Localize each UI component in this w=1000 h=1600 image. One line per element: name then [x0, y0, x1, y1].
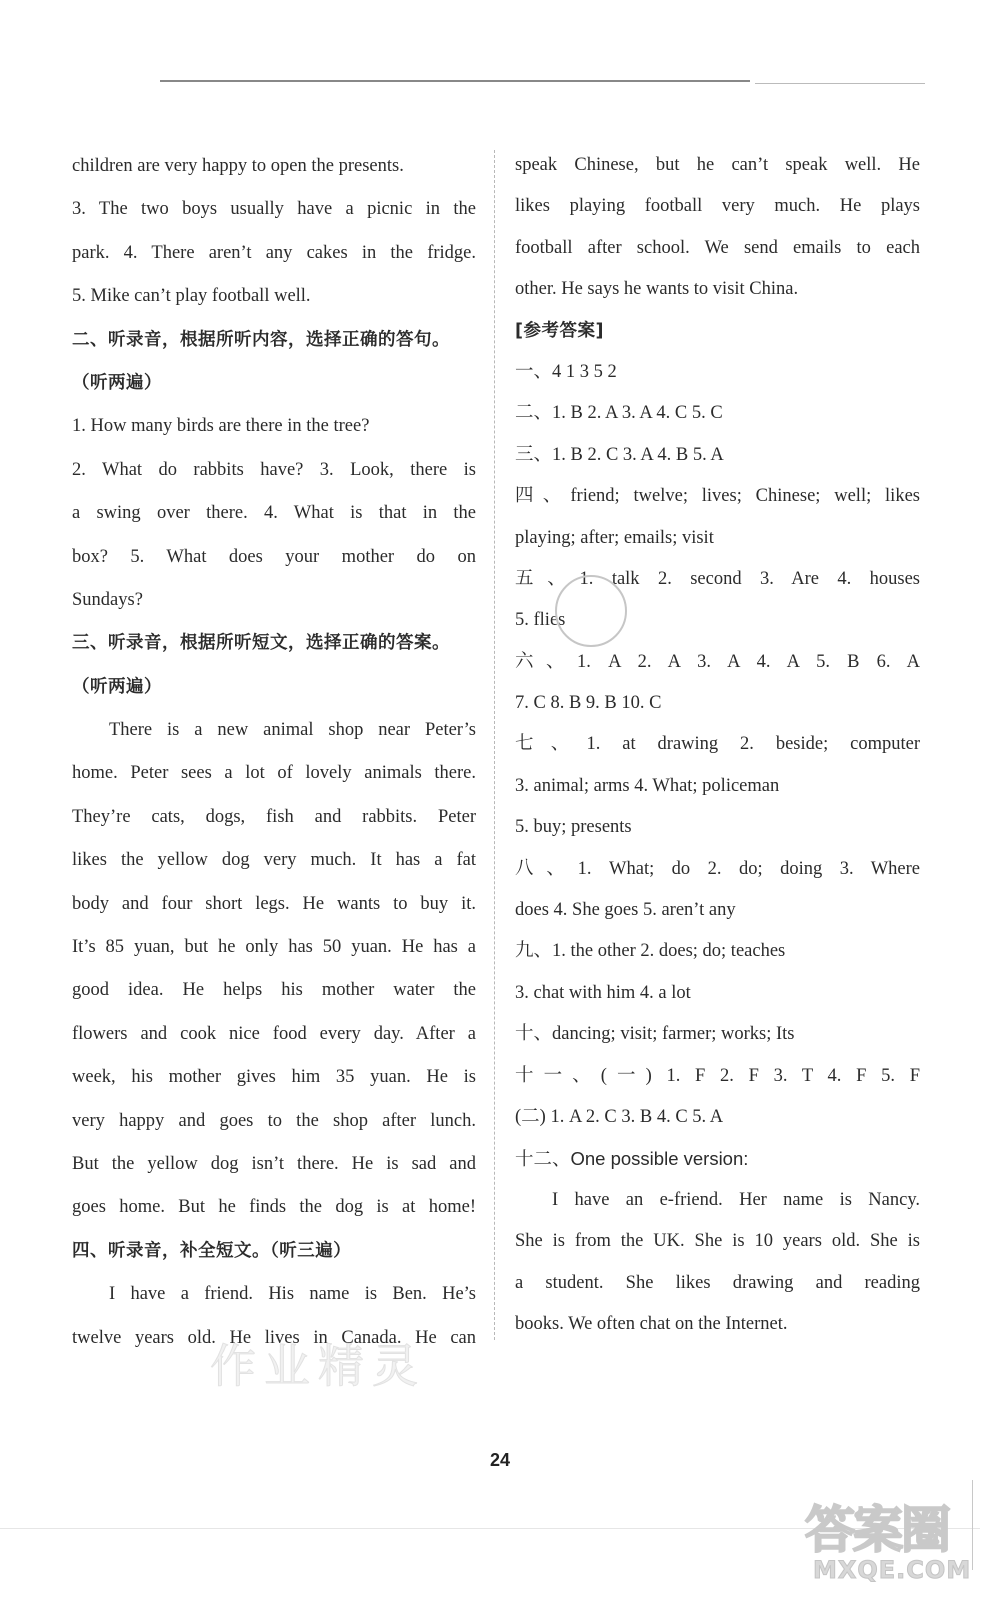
text-line: box? 5. What does your mother do on [72, 546, 476, 567]
text-line: 7. C 8. B 9. B 10. C [515, 693, 662, 714]
text-line: 四、friend; twelve; lives; Chinese; well; likes [515, 486, 920, 507]
text-line: 5. Mike can’t play football well. [72, 286, 311, 307]
text-line: park. 4. There aren’t any cakes in the fridge. [72, 242, 476, 263]
text-line: 5. buy; presents [515, 817, 632, 838]
text-line: 3. The two boys usually have a picnic in the [72, 199, 476, 220]
text-line: flowers and cook nice food every day. After a [72, 1023, 476, 1044]
text-line: does 4. She goes 5. aren’t any [515, 900, 736, 921]
text-line: (二) 1. A 2. C 3. B 4. C 5. A [515, 1106, 724, 1127]
text-line: twelve years old. He lives in Canada. He can [72, 1327, 476, 1348]
text-line: children are very happy to open the presents. [72, 156, 404, 176]
text-line: She is from the UK. She is 10 years old. She is [515, 1231, 920, 1252]
section-heading: （听两遍） [72, 372, 162, 393]
header-rule-secondary [755, 83, 925, 84]
column-divider [494, 150, 495, 1340]
text-line: 二、1. B 2. A 3. A 4. C 5. C [515, 403, 723, 424]
text-line: They’re cats, dogs, fish and rabbits. Peter [72, 806, 476, 827]
text-line: 五、1. talk 2. second 3. Are 4. houses [515, 568, 920, 589]
logo-text: MXQE.COM [813, 1556, 972, 1584]
text-line: likes the yellow dog very much. It has a fat [72, 850, 476, 871]
text-line: other. He says he wants to visit China. [515, 279, 799, 300]
text-line: 六、1. A 2. A 3. A 4. A 5. B 6. A [515, 651, 920, 672]
text-line: 七、1. at drawing 2. beside; computer [515, 734, 920, 755]
text-line: But the yellow dog isn’t there. He is sad and [72, 1153, 476, 1174]
text-line: Sundays? [72, 589, 143, 610]
logo-glyphs: 答案圈 [805, 1501, 949, 1559]
section-heading: 三、听录音，根据所听短文，选择正确的答案。 [72, 633, 450, 654]
stamp-seal-icon [555, 575, 627, 647]
site-logo [795, 1490, 985, 1590]
text-line: 九、1. the other 2. does; do; teaches [515, 941, 786, 962]
text-line: body and four short legs. He wants to buy it. [72, 893, 476, 914]
text-line: 5. flies [515, 610, 566, 631]
section-heading: 四、听录音，补全短文。（听三遍） [72, 1240, 352, 1261]
page-number: 24 [489, 1450, 511, 1470]
text-line: playing; after; emails; visit [515, 527, 714, 548]
text-line: likes playing football very much. He plays [515, 196, 920, 217]
text-line: 十一、(一) 1. F 2. F 3. T 4. F 5. F [515, 1065, 920, 1086]
text-line: 3. chat with him 4. a lot [515, 982, 691, 1003]
watermark: 作业精灵 [210, 1339, 426, 1393]
text-line: 1. How many birds are there in the tree? [72, 416, 370, 437]
section-heading: （听两遍） [72, 676, 162, 697]
right-column [515, 145, 920, 1345]
text-line: 一、4 1 3 5 2 [515, 361, 617, 382]
text-line: 八、1. What; do 2. do; doing 3. Where [515, 858, 920, 879]
text-line: 十、dancing; visit; farmer; works; Its [515, 1024, 795, 1045]
text-line: football after school. We send emails to each [515, 237, 920, 258]
left-column [72, 145, 476, 1360]
section-heading: [参考答案] [515, 320, 604, 341]
text-line: I have a friend. His name is Ben. He’s [109, 1284, 476, 1305]
text-line: 2. What do rabbits have? 3. Look, there is [72, 459, 476, 480]
text-line: 3. animal; arms 4. What; policeman [515, 775, 780, 796]
text-line: home. Peter sees a lot of lovely animals there. [72, 763, 476, 784]
text-line: I have an e-friend. Her name is Nancy. [552, 1189, 920, 1210]
text-line: very happy and goes to the shop after lunch. [72, 1110, 476, 1131]
text-line: 三、1. B 2. C 3. A 4. B 5. A [515, 444, 724, 465]
text-line: a student. She likes drawing and reading [515, 1272, 920, 1293]
text-line: speak Chinese, but he can’t speak well. He [515, 155, 920, 175]
text-line: There is a new animal shop near Peter’s [109, 720, 476, 741]
text-line: a swing over there. 4. What is that in the [72, 503, 476, 524]
header-rule [160, 80, 750, 82]
text-line: goes home. But he finds the dog is at home! [72, 1197, 476, 1218]
section-heading: 二、听录音，根据所听内容，选择正确的答句。 [72, 329, 450, 350]
text-line: It’s 85 yuan, but he only has 50 yuan. He has a [72, 937, 476, 958]
text-line: week, his mother gives him 35 yuan. He is [72, 1067, 476, 1088]
text-line: 十二、One possible version: [515, 1148, 749, 1170]
text-line: good idea. He helps his mother water the [72, 980, 476, 1001]
text-line: books. We often chat on the Internet. [515, 1313, 788, 1334]
